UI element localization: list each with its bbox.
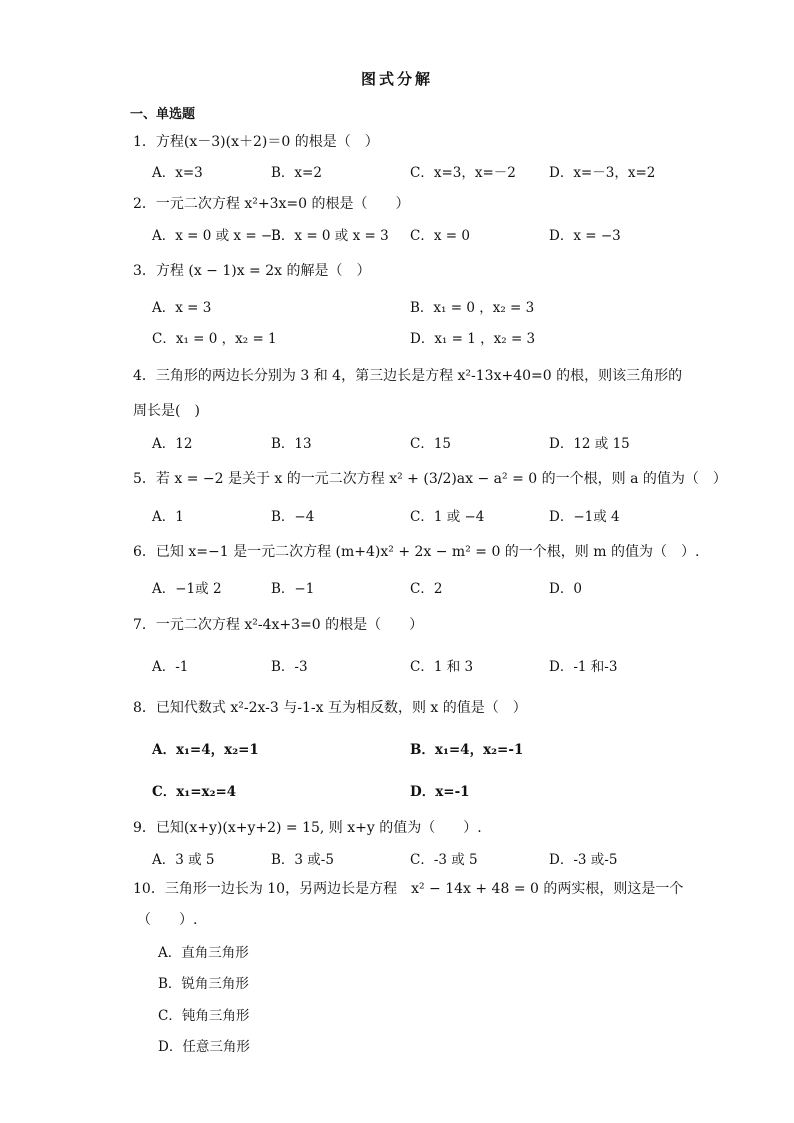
question-4-stem: 4．三角形的两边长分别为 3 和 4，第三边长是方程 x²-13x+40=0 的根，则该三角形的 [133, 368, 683, 384]
question-6-option-d: D．0 [549, 581, 582, 597]
question-9-option-a: A．3 或 5 [152, 852, 215, 868]
question-2-option-b: B．x = 0 或 x = 3 [271, 228, 389, 244]
question-5-stem: 5．若 x = −2 是关于 x 的一元二次方程 x² + (3/2)ax − a² = 0 的一个根，则 a 的值为（ ） [133, 471, 727, 487]
question-10-option-a: A．直角三角形 [158, 945, 249, 961]
question-8-option-d: D．x=-1 [410, 784, 470, 800]
question-4-option-c: C．15 [410, 436, 452, 452]
question-1-option-b: B．x=2 [271, 165, 322, 181]
question-1-option-c: C．x=3，x=－2 [410, 165, 516, 181]
question-9-stem: 9．已知(x+y)(x+y+2) = 15, 则 x+y 的值为（ ）. [133, 820, 482, 836]
question-9-option-d: D．-3 或-5 [549, 852, 618, 868]
question-10-stem: 10．三角形一边长为 10，另两边长是方程 x² − 14x + 48 = 0 的两实根，则这是一个 [133, 881, 684, 897]
question-3-option-c: C．x₁ = 0 ，x₂ = 1 [152, 331, 277, 347]
question-10-option-c: C．钝角三角形 [158, 1008, 250, 1024]
question-6-option-b: B．−1 [271, 581, 315, 597]
question-4-option-a: A．12 [152, 436, 193, 452]
question-5-option-c: C．1 或 −4 [410, 509, 485, 525]
question-6-option-c: C．2 [410, 581, 443, 597]
question-7-option-a: A．-1 [152, 659, 189, 675]
question-7-stem: 7．一元二次方程 x²-4x+3=0 的根是（ ） [133, 617, 424, 633]
question-4-option-d: D．12 或 15 [549, 436, 630, 452]
question-8-option-c: C．x₁=x₂=4 [152, 784, 237, 800]
question-2-stem: 2．一元二次方程 x²+3x=0 的根是（ ） [133, 196, 410, 212]
question-1-stem: 1．方程(x－3)(x＋2)＝0 的根是（ ） [133, 134, 379, 150]
question-7-option-b: B．-3 [271, 659, 308, 675]
question-6-option-a: A．−1或 2 [152, 581, 222, 597]
question-2-option-d: D．x = −3 [549, 228, 621, 244]
question-3-stem: 3．方程 (x − 1)x = 2x 的解是（ ） [133, 263, 371, 279]
question-1-option-d: D．x=－3，x=2 [549, 165, 656, 181]
question-3-option-d: D．x₁ = 1 ，x₂ = 3 [410, 331, 536, 347]
question-2-option-a: A．x = 0 或 x = −3 [152, 228, 281, 244]
question-10-option-b: B．锐角三角形 [158, 976, 249, 992]
question-10-option-d: D．任意三角形 [158, 1039, 250, 1055]
question-2-option-c: C．x = 0 [410, 228, 470, 244]
question-4-stem-continued: 周长是( ) [133, 403, 200, 419]
question-8-option-b: B．x₁=4，x₂=-1 [410, 742, 524, 758]
question-4-option-b: B．13 [271, 436, 312, 452]
question-5-option-b: B．−4 [271, 509, 315, 525]
question-1-option-a: A．x=3 [152, 165, 203, 181]
question-6-stem: 6．已知 x=−1 是一元二次方程 (m+4)x² + 2x − m² = 0 的一个根，则 m 的值为（ ）. [133, 544, 700, 560]
question-9-option-c: C．-3 或 5 [410, 852, 478, 868]
question-3-option-a: A．x = 3 [152, 300, 212, 316]
question-8-stem: 8．已知代数式 x²-2x-3 与-1-x 互为相反数，则 x 的值是（ ） [133, 700, 527, 716]
question-7-option-d: D．-1 和-3 [549, 659, 618, 675]
question-5-option-a: A．1 [152, 509, 184, 525]
question-7-option-c: C．1 和 3 [410, 659, 474, 675]
question-10-stem-continued: （ ）. [137, 912, 198, 928]
question-5-option-d: D．−1或 4 [549, 509, 620, 525]
question-8-option-a: A．x₁=4，x₂=1 [152, 742, 259, 758]
question-9-option-b: B．3 或-5 [271, 852, 334, 868]
document-title: 图式分解 [360, 70, 433, 88]
question-3-option-b: B．x₁ = 0 ，x₂ = 3 [410, 300, 535, 316]
section-heading: 一、单选题 [130, 107, 196, 122]
